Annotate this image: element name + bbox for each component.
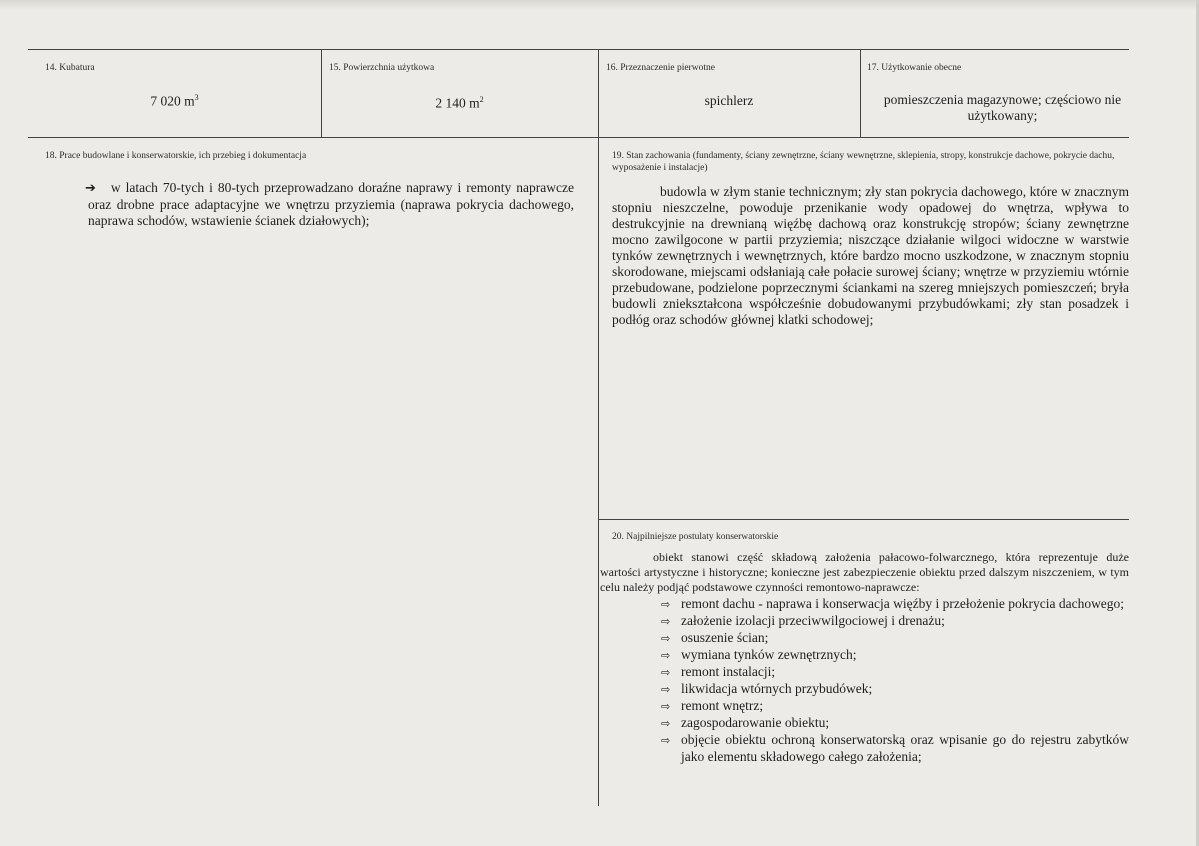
hollow-arrow-right-icon: ⇨ bbox=[661, 666, 671, 679]
hollow-arrow-right-icon: ⇨ bbox=[661, 717, 671, 730]
arrow-right-icon: ➔ bbox=[85, 181, 96, 196]
list-item: ⇨ założenie izolacji przeciwwilgociowej i drenażu; bbox=[661, 613, 945, 628]
table-top-border bbox=[28, 49, 1129, 50]
row-divider-1 bbox=[28, 137, 1129, 138]
hollow-arrow-right-icon: ⇨ bbox=[661, 734, 671, 747]
list-item: ⇨ zagospodarowanie obiektu; bbox=[661, 715, 830, 730]
page-top-shadow bbox=[0, 0, 1199, 10]
list-item: ⇨ objęcie obiektu ochroną konserwatorską oraz wpisanie go do rejestru zabytków jako elementu składowego całego założenia; bbox=[661, 732, 1129, 764]
field-19-text: budowla w złym stanie technicznym; zły stan pokrycia dachowego, które w znacznym stopniu nieszczelne, powoduje przenikanie wody opadowej do wnętrza, wpływa to destrukcyjnie na drewnianą więźbę dachową oraz konstrukcję stropów; ściany zewnętrzne mocno zawilgocone w partii przyziemia; niszczące działanie wilgoci widoczne w warstwie tynków zewnętrznych i wewnętrznych, które bardzo mocno uszkodzone, w znacznym stopniu skorodowane, miejscami odsłaniają całe połacie surowej ściany; wnętrze w przyziemiu wtórnie przebudowane, podzielone poprzecznymi ściankami na szereg mniejszych pomieszczeń; bryła budowli zniekształcona współcześnie dobudowanymi przybudówkami; zły stan posadzek i podłóg oraz schodów głównej klatki schodowej; bbox=[612, 184, 1129, 327]
field-15-value: 2 140 $m^2$ bbox=[435, 95, 484, 111]
list-item: ⇨ osuszenie ścian; bbox=[661, 630, 769, 645]
col-divider-main bbox=[598, 49, 599, 806]
field-19-label: 19. Stan zachowania (fundamenty, ściany zewnętrzne, ściany wewnętrzne, sklepienia, stropy, konstrukcje dachowe, pokrycie dachu, wyposażenie i instalacje) bbox=[612, 151, 1115, 173]
field-14-value: 7 020 $m^3$ bbox=[150, 93, 199, 109]
field-16-label: 16. Przeznaczenie pierwotne bbox=[606, 63, 715, 73]
hollow-arrow-right-icon: ⇨ bbox=[661, 683, 671, 696]
hollow-arrow-right-icon: ⇨ bbox=[661, 615, 671, 628]
field-20-label: 20. Najpilniejsze postulaty konserwatorskie bbox=[612, 532, 779, 542]
field-17-label: 17. Użytkowanie obecne bbox=[867, 63, 962, 73]
field-18-text: ➔ w latach 70-tych i 80-tych przeprowadzano doraźne naprawy i remonty naprawcze oraz drobne prace adaptacyjne we wnętrzu przyziemia (naprawa pokrycia dachowego, naprawa schodów, wstawienie ścianek działowych); bbox=[85, 180, 574, 228]
field-17-value: pomieszczenia magazynowe; częściowo nie użytkowany; bbox=[883, 92, 1122, 123]
list-item: ⇨ remont wnętrz; bbox=[661, 698, 764, 713]
hollow-arrow-right-icon: ⇨ bbox=[661, 598, 671, 611]
list-item: ⇨ wymiana tynków zewnętrznych; bbox=[661, 647, 857, 662]
field-18-label: 18. Prace budowlane i konserwatorskie, ich przebieg i dokumentacja bbox=[45, 151, 307, 161]
field-14-label: 14. Kubatura bbox=[45, 63, 95, 73]
list-item: ⇨ remont dachu - naprawa i konserwacja więźby i przełożenie pokrycia dachowego; bbox=[661, 596, 1125, 611]
hollow-arrow-right-icon: ⇨ bbox=[661, 700, 671, 713]
hollow-arrow-right-icon: ⇨ bbox=[661, 632, 671, 645]
field-16-value: spichlerz bbox=[704, 93, 754, 108]
list-item: ⇨ likwidacja wtórnych przybudówek; bbox=[661, 681, 873, 696]
list-item: ⇨ remont instalacji; bbox=[661, 664, 776, 679]
row-divider-2 bbox=[598, 519, 1129, 520]
hollow-arrow-right-icon: ⇨ bbox=[661, 649, 671, 662]
field-20-intro: obiekt stanowi część składową założenia pałacowo-folwarcznego, która reprezentuje duże wartości artystyczne i historyczne; konieczne jest zabezpieczenie obiektu przed dalszym niszczeniem, w tym celu należy podjąć podstawowe czynności remontowo-naprawcze: bbox=[600, 550, 1129, 594]
postulates-list bbox=[661, 596, 1129, 765]
col-divider-16-17 bbox=[860, 49, 861, 137]
field-15-label: 15. Powierzchnia użytkowa bbox=[329, 63, 435, 73]
